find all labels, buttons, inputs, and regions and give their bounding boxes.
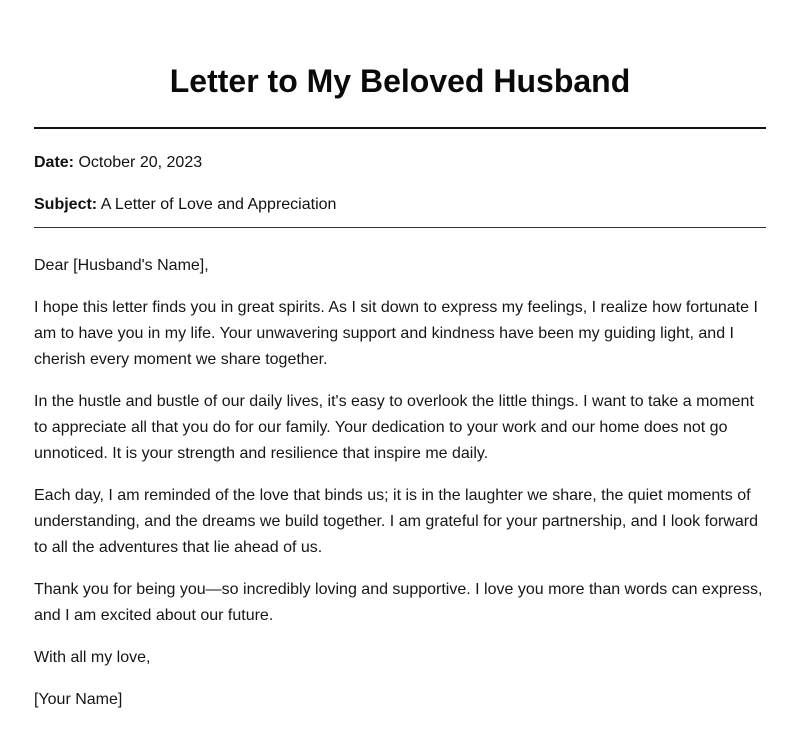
date-value: October 20, 2023 <box>78 154 203 171</box>
paragraph-1: I hope this letter finds you in great spirits. As I sit down to express my feelings, I realize how fortunate I am to have you in my life. Your unwavering support and kindness have been my guiding light, and I cherish every moment we share together. <box>34 299 758 368</box>
signature: [Your Name] <box>34 691 123 708</box>
paragraph-3: Each day, I am reminded of the love that binds us; it is in the laughter we share, the quiet moments of understanding, and the dreams we build together. I am grateful for your partnership, and I look forward to all the adventures that lie ahead of us. <box>34 487 758 556</box>
paragraph-4: Thank you for being you—so incredibly loving and supportive. I love you more than words can express, and I am excited about our future. <box>34 581 763 624</box>
subject-label: Subject: <box>34 196 98 213</box>
subject-value: A Letter of Love and Appreciation <box>100 196 337 213</box>
salutation: Dear [Husband's Name], <box>34 257 209 274</box>
letter-body <box>34 253 770 729</box>
title-divider <box>34 127 766 129</box>
closing: With all my love, <box>34 649 151 666</box>
date-label: Date: <box>34 154 75 171</box>
page-title: Letter to My Beloved Husband <box>169 63 631 99</box>
subject-line <box>34 195 336 215</box>
header-divider <box>34 227 766 228</box>
paragraph-2: In the hustle and bustle of our daily lives, it's easy to overlook the little things. I want to take a moment to appreciate all that you do for our family. Your dedication to your work and our home does not go unnoticed. It is your strength and resilience that inspire me daily. <box>34 393 754 462</box>
date-line <box>34 153 202 173</box>
